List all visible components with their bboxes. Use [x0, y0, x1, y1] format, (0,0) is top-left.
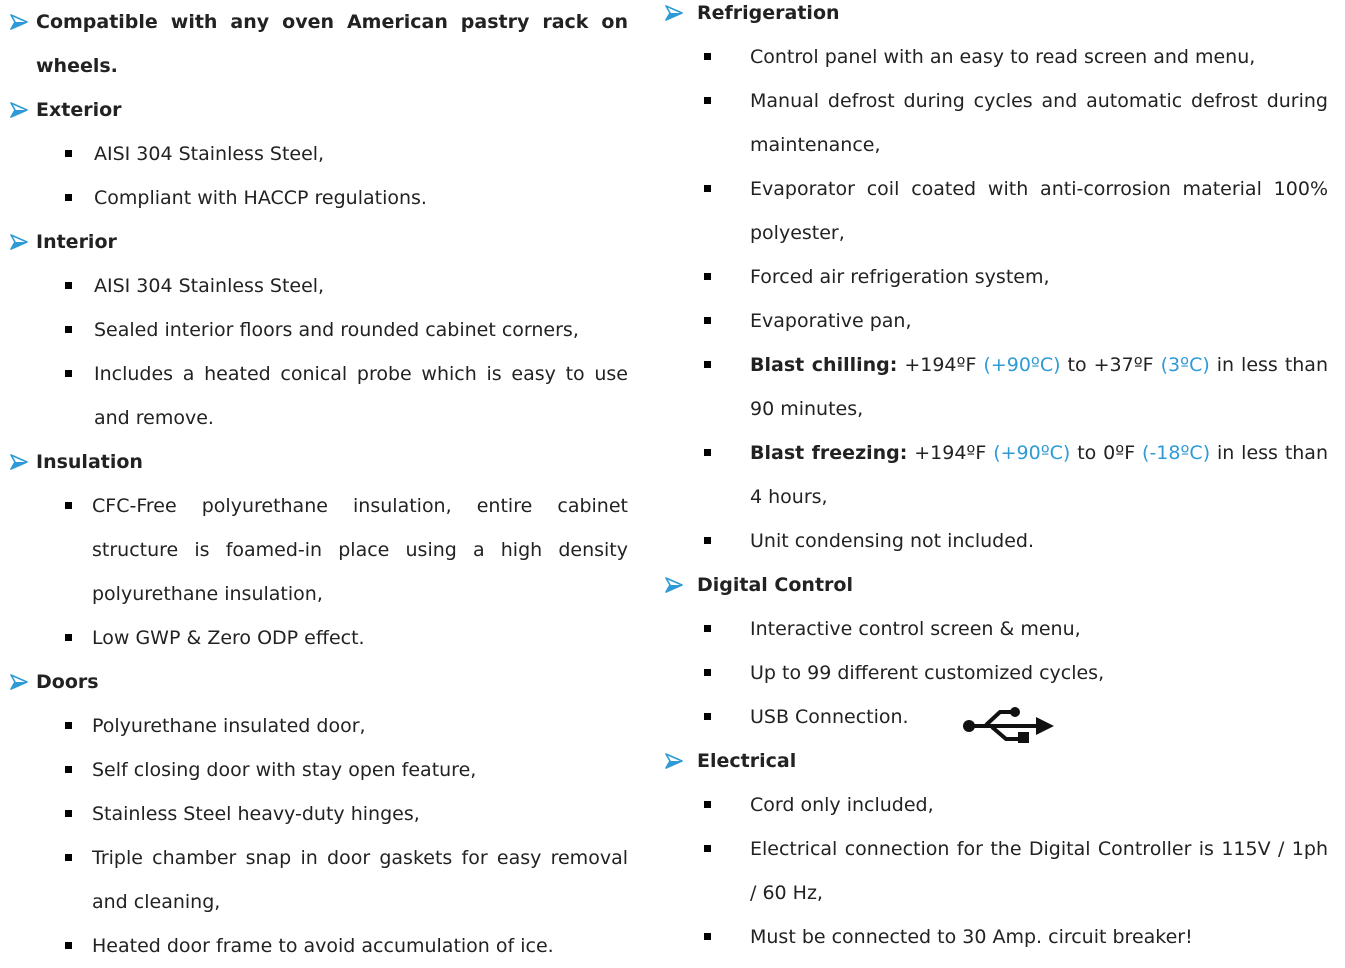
square-bullet-icon — [704, 317, 711, 324]
list-item: Triple chamber snap in door gaskets for easy removal and cleaning, — [10, 836, 628, 924]
celsius-value: (3ºC) — [1160, 354, 1210, 376]
celsius-value: (+90ºC) — [983, 354, 1061, 376]
arrow-bullet-icon — [10, 88, 36, 132]
blast-freezing-label: Blast freezing: — [750, 442, 908, 464]
list-item: Up to 99 different customized cycles, — [665, 651, 1328, 695]
list-item: Evaporative pan, — [665, 299, 1328, 343]
square-bullet-icon — [65, 282, 72, 289]
list-item: CFC-Free polyurethane insulation, entire cabinet structure is foamed-in place using a high density polyurethane insulation, — [10, 484, 628, 616]
square-bullet-icon — [704, 537, 711, 544]
section-heading-refrigeration: Refrigeration — [665, 0, 1328, 35]
usb-icon — [962, 706, 1056, 744]
list-item: Cord only included, — [665, 783, 1328, 827]
square-bullet-icon — [704, 801, 711, 808]
arrow-bullet-icon — [10, 660, 36, 704]
arrow-bullet-icon — [10, 220, 36, 264]
right-column — [665, 0, 1328, 959]
list-item: Includes a heated conical probe which is easy to use and remove. — [10, 352, 628, 440]
square-bullet-icon — [704, 97, 711, 104]
intro-text: Compatible with any oven American pastry rack on wheels. — [36, 11, 628, 77]
square-bullet-icon — [65, 766, 72, 773]
arrow-bullet-icon — [10, 0, 36, 44]
arrow-bullet-icon — [665, 739, 691, 783]
square-bullet-icon — [704, 713, 711, 720]
list-item: Stainless Steel heavy-duty hinges, — [10, 792, 628, 836]
square-bullet-icon — [704, 933, 711, 940]
square-bullet-icon — [65, 326, 72, 333]
list-item: AISI 304 Stainless Steel, — [10, 264, 628, 308]
list-item: Electrical connection for the Digital Controller is 115V / 1ph / 60 Hz, — [665, 827, 1328, 915]
square-bullet-icon — [704, 185, 711, 192]
square-bullet-icon — [704, 669, 711, 676]
square-bullet-icon — [704, 273, 711, 280]
section-heading-insulation: Insulation — [10, 440, 628, 484]
square-bullet-icon — [704, 361, 711, 368]
square-bullet-icon — [65, 150, 72, 157]
blast-freezing-item: Blast freezing: +194ºF (+90ºC) to 0ºF (-18ºC) in less than 4 hours, — [665, 431, 1328, 519]
blast-chilling-item: Blast chilling: +194ºF (+90ºC) to +37ºF (3ºC) in less than 90 minutes, — [665, 343, 1328, 431]
square-bullet-icon — [65, 942, 72, 949]
list-item: Manual defrost during cycles and automatic defrost during maintenance, — [665, 79, 1328, 167]
section-heading-digital-control: Digital Control — [665, 563, 1328, 607]
square-bullet-icon — [704, 53, 711, 60]
list-item: AISI 304 Stainless Steel, — [10, 132, 628, 176]
list-item: Self closing door with stay open feature, — [10, 748, 628, 792]
intro-heading — [10, 0, 628, 88]
square-bullet-icon — [704, 449, 711, 456]
arrow-bullet-icon — [665, 0, 691, 35]
section-heading-doors: Doors — [10, 660, 628, 704]
list-item: Evaporator coil coated with anti-corrosion material 100% polyester, — [665, 167, 1328, 255]
square-bullet-icon — [65, 810, 72, 817]
section-heading-exterior: Exterior — [10, 88, 628, 132]
square-bullet-icon — [65, 722, 72, 729]
list-item: Interactive control screen & menu, — [665, 607, 1328, 651]
list-item: USB Connection. — [665, 695, 1328, 739]
list-item: Heated door frame to avoid accumulation of ice. — [10, 924, 628, 968]
list-item: Forced air refrigeration system, — [665, 255, 1328, 299]
list-item: Compliant with HACCP regulations. — [10, 176, 628, 220]
list-item: Low GWP & Zero ODP effect. — [10, 616, 628, 660]
square-bullet-icon — [704, 845, 711, 852]
square-bullet-icon — [65, 502, 72, 509]
square-bullet-icon — [65, 194, 72, 201]
list-item: Polyurethane insulated door, — [10, 704, 628, 748]
arrow-bullet-icon — [10, 440, 36, 484]
celsius-value: (+90ºC) — [993, 442, 1071, 464]
list-item: Unit condensing not included. — [665, 519, 1328, 563]
square-bullet-icon — [65, 634, 72, 641]
left-column — [10, 0, 628, 968]
celsius-value: (-18ºC) — [1142, 442, 1211, 464]
section-heading-interior: Interior — [10, 220, 628, 264]
list-item: Sealed interior floors and rounded cabinet corners, — [10, 308, 628, 352]
square-bullet-icon — [65, 854, 72, 861]
section-heading-electrical: Electrical — [665, 739, 1328, 783]
arrow-bullet-icon — [665, 563, 691, 607]
blast-chilling-label: Blast chilling: — [750, 354, 898, 376]
list-item: Must be connected to 30 Amp. circuit breaker! — [665, 915, 1328, 959]
list-item: Control panel with an easy to read screen and menu, — [665, 35, 1328, 79]
square-bullet-icon — [704, 625, 711, 632]
square-bullet-icon — [65, 370, 72, 377]
